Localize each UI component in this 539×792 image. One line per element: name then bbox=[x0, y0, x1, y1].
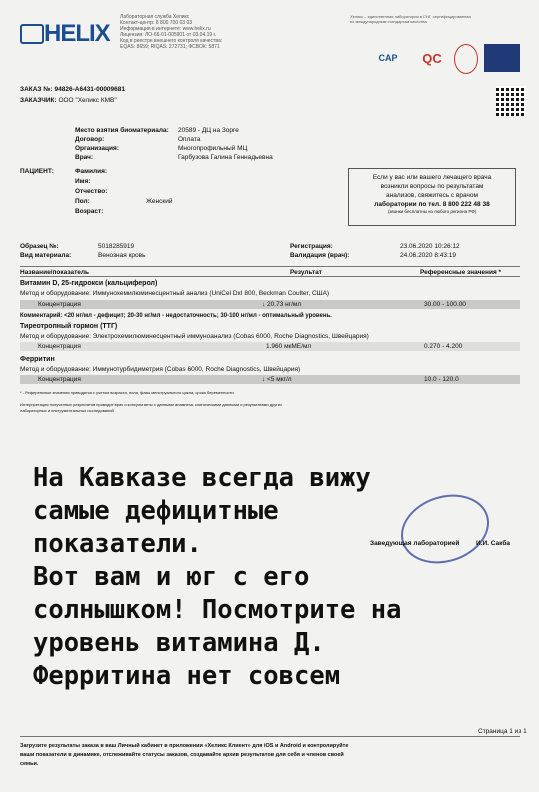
cap-badge: CAP bbox=[378, 53, 398, 63]
order-number: ЗАКАЗ №: 94826-A6431-00009681 bbox=[20, 86, 126, 93]
lab-info-line: Лицензия: ЛО-66-01-005901 от 03.04.19 г. bbox=[120, 32, 217, 38]
page-number: Страница 1 из 1 bbox=[478, 728, 527, 735]
test-method: Метод и оборудование: Иммунохемилюминесцентный анализ (UniCel DxI 800, Beckman Coulter, США) bbox=[20, 290, 330, 297]
cert-line: по международным стандартам качества bbox=[350, 19, 427, 24]
certification-text bbox=[350, 14, 520, 24]
footer-line: семьи. bbox=[20, 761, 39, 767]
contract-label: Договор: bbox=[75, 136, 105, 143]
patient-name-label: Имя: bbox=[75, 178, 91, 185]
material-value: Венозная кровь bbox=[98, 252, 146, 259]
footnote: Интерпретация полученных результатов проводит врач и консультанты с данными анамнеза, клиническими данными и результатами других bbox=[20, 402, 282, 407]
order-customer: ЗАКАЗЧИК: ООО "Хеликс КМВ" bbox=[20, 97, 117, 104]
test-method: Метод и оборудование: Электрохемилюминесцентный иммуноанализ (Cobas 6000, Roche Diagnostics, Швейцария) bbox=[20, 333, 369, 340]
qc-badge: QC bbox=[422, 50, 442, 66]
col-header-name: Название/показатель bbox=[20, 269, 90, 276]
contact-notice: Если у вас или вашего лечащего врача возникли вопросы по результатам анализов, свяжитесь с врачом лаборатории по тел. 8 800 222 48 38 (звонки бесплатны из любого региона РФ) bbox=[348, 168, 516, 226]
divider bbox=[20, 736, 520, 737]
lab-info-line: Лабораторная служба Хеликс bbox=[120, 14, 190, 20]
patient-sex-label: Пол: bbox=[75, 198, 90, 205]
test-param: Концентрация bbox=[38, 301, 81, 308]
registration-value: 23.06.2020 10:26:12 bbox=[400, 243, 460, 250]
partner-logo-icon bbox=[484, 44, 520, 72]
sample-number-label: Образец №: bbox=[20, 243, 59, 250]
divider bbox=[20, 266, 520, 267]
test-title: Ферритин bbox=[20, 356, 55, 363]
signature-role: Заведующая лабораторией bbox=[370, 540, 460, 547]
patient-sex-value: Женский bbox=[146, 198, 173, 205]
lab-stamp-icon bbox=[392, 484, 498, 575]
org-value: Многопрофильный МЦ bbox=[178, 145, 248, 152]
test-title: Витамин D, 25-гидрокси (кальциферол) bbox=[20, 280, 158, 287]
test-reference: 30.00 - 100.00 bbox=[424, 301, 466, 308]
test-method: Метод и оборудование: Иммунотурбидиметрия (Cobas 6000, Roche Diagnostics, Швейцария) bbox=[20, 366, 301, 373]
cert-line: Хеликс – единственная лаборатория в СНГ, сертифицированная bbox=[350, 14, 471, 19]
footnote: лабораторных и инструментальных исследований bbox=[20, 408, 114, 413]
validation-label: Валидация (врач): bbox=[290, 252, 350, 259]
patient-age-label: Возраст: bbox=[75, 208, 104, 215]
lab-info-line: Информация в интернете: www.helix.ru bbox=[120, 26, 211, 32]
col-header-result: Результат bbox=[290, 269, 322, 276]
logo-mark-icon bbox=[20, 24, 44, 44]
registration-label: Регистрация: bbox=[290, 243, 333, 250]
validation-value: 24.06.2020 8:43:19 bbox=[400, 252, 457, 259]
doctor-value: Гарбузова Галина Геннадьевна bbox=[178, 154, 273, 161]
divider bbox=[20, 276, 520, 277]
doctor-label: Врач: bbox=[75, 154, 94, 161]
story-caption: На Кавказе всегда вижу самые дефицитные показатели. Вот вам и юг с его солнышком! Посмотрите на уровень витамина Д. Ферритина нет совсем bbox=[33, 463, 402, 691]
sample-number-value: 5018285919 bbox=[98, 243, 135, 250]
test-comment: Комментарий: <20 нг/мл - дефицит; 20-30 нг/мл - недостаточность; 30-100 нг/мл - оптимальный уровень. bbox=[20, 313, 332, 319]
footer-line: Загрузите результаты заказа в ваш Личный кабинет в приложении «Хеликс Клиент» для iOS и Android и контролируйте bbox=[20, 743, 349, 749]
material-label: Вид материала: bbox=[20, 252, 72, 259]
signature-name: И.И. Сакба bbox=[476, 540, 511, 547]
patient-section-label: ПАЦИЕНТ: bbox=[20, 168, 54, 175]
lab-info-line: Контакт-центр: 8 800 700 03 03 bbox=[120, 20, 193, 26]
place-value: 20589 - ДЦ на Зорге bbox=[178, 127, 239, 134]
test-result: ↓ <5 мкг/л bbox=[262, 376, 292, 383]
lab-info-line: Код в реестре внешнего контроля качества: bbox=[120, 38, 223, 44]
footer-line: ваши показатели в динамике, отслеживайте статусы заказов, создавайте архив результатов для себя и членов своей bbox=[20, 752, 344, 758]
col-header-reference: Референсные значения * bbox=[420, 269, 502, 276]
test-title: Тиреотропный гормон (ТТГ) bbox=[20, 323, 118, 330]
helix-logo bbox=[20, 18, 112, 48]
patient-patronymic-label: Отчество: bbox=[75, 188, 108, 195]
seal-icon bbox=[454, 44, 478, 74]
lab-info-line: ЕQAS: 8659; RIQAS: 272731; ФСВОК: 5871 bbox=[120, 44, 220, 50]
test-result: 1.960 мкМЕ/мл bbox=[266, 343, 312, 350]
lab-info bbox=[120, 14, 290, 50]
test-param: Концентрация bbox=[38, 376, 81, 383]
patient-surname-label: Фамилия: bbox=[75, 168, 108, 175]
certification-badges bbox=[360, 44, 530, 74]
contract-value: Оплата bbox=[178, 136, 201, 143]
place-label: Место взятия биоматериала: bbox=[75, 127, 169, 134]
test-param: Концентрация bbox=[38, 343, 81, 350]
test-result: ↓ 20.73 нг/мл bbox=[262, 301, 302, 308]
org-label: Организация: bbox=[75, 145, 119, 152]
logo-text: HELIX bbox=[44, 20, 110, 47]
qr-code-icon bbox=[496, 86, 526, 116]
footnote: * - Референсные значения приводятся с учетом возраста, пола, фазы менструального цикла, срока беременности bbox=[20, 390, 234, 395]
test-reference: 10.0 - 120.0 bbox=[424, 376, 459, 383]
test-reference: 0.270 - 4.200 bbox=[424, 343, 463, 350]
